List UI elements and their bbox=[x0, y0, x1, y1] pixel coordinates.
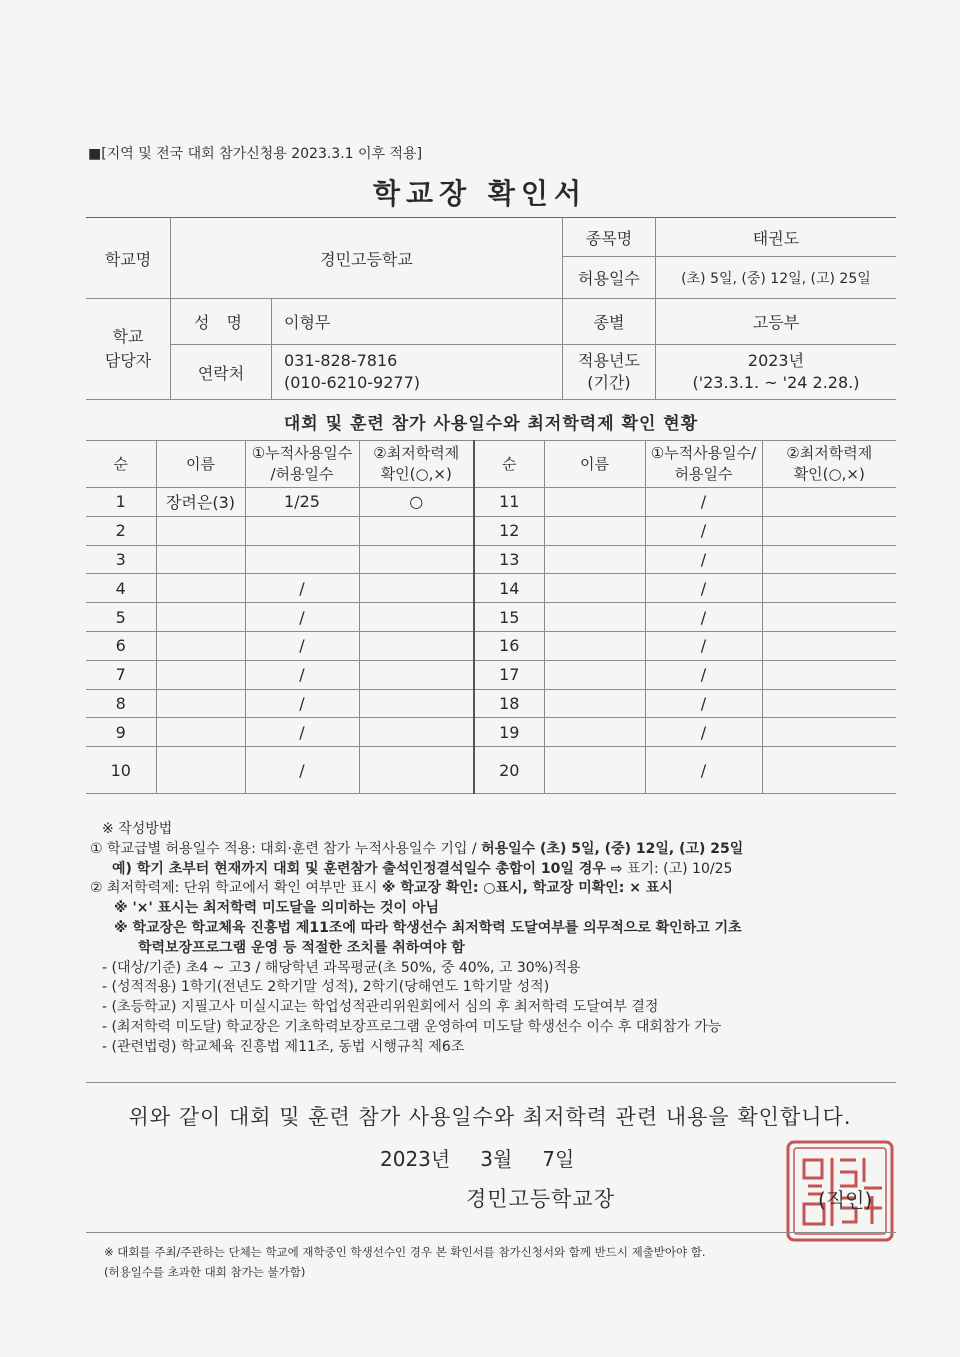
row-name bbox=[156, 747, 245, 794]
row-no-2: 11 bbox=[474, 488, 544, 517]
section-title: 대회 및 훈련 참가 사용일수와 최저학력제 확인 현황 bbox=[283, 414, 699, 434]
row-name-2 bbox=[544, 488, 645, 517]
allowed-days-value: (초) 5일, (중) 12일, (고) 25일 bbox=[655, 257, 896, 299]
table-row bbox=[86, 631, 896, 660]
division-value: 고등부 bbox=[655, 299, 896, 345]
row-no-2: 19 bbox=[474, 718, 544, 747]
row-days-2: / bbox=[645, 689, 762, 718]
applied-period-value: ('23.3.1. ~ '24 2.28.) bbox=[692, 373, 860, 392]
row-no: 8 bbox=[86, 689, 156, 718]
row-no-2: 14 bbox=[474, 574, 544, 603]
row-confirm bbox=[359, 689, 474, 718]
row-name bbox=[156, 718, 245, 747]
contact-value: 031-828-7816 (010-6210-9277) bbox=[272, 345, 563, 400]
row-no: 3 bbox=[86, 545, 156, 574]
table-row bbox=[86, 488, 896, 517]
instruction-line bbox=[90, 840, 890, 860]
row-name bbox=[156, 631, 245, 660]
footer-line-2: (허용일수를 초과한 대회 참가는 불가함) bbox=[104, 1265, 306, 1279]
instruction-text: ② 최저학력제: 단위 학교에서 확인 여부만 표시 bbox=[90, 880, 382, 897]
row-days-2: / bbox=[645, 516, 762, 545]
row-confirm bbox=[359, 747, 474, 794]
col-header-name-2: 이름 bbox=[544, 441, 645, 488]
col-header-name: 이름 bbox=[156, 441, 245, 488]
detail-line: - (최저학력 미도달) 학교장은 기초학력보장프로그램 운영하여 미도달 학생선수 이수 후 대회참가 가능 bbox=[102, 1018, 722, 1035]
col-header-no-2: 순 bbox=[474, 441, 544, 488]
table-row bbox=[86, 574, 896, 603]
footer-line-1: ※ 대회를 주최/주관하는 단체는 학교에 재학중인 학생선수인 경우 본 확인서를 참가신청서와 함께 반드시 제출받아야 함. bbox=[104, 1245, 706, 1259]
row-days-2: / bbox=[645, 718, 762, 747]
row-name: 장려은(3) bbox=[156, 488, 245, 517]
row-days-2: / bbox=[645, 631, 762, 660]
issue-date bbox=[380, 1143, 604, 1172]
footer-note bbox=[104, 1242, 706, 1282]
row-days-2: / bbox=[645, 660, 762, 689]
manager-name-value: 이형무 bbox=[272, 299, 563, 345]
instruction-line bbox=[90, 860, 890, 880]
row-name-2 bbox=[544, 603, 645, 632]
school-name-label: 학교명 bbox=[86, 218, 171, 299]
row-confirm-2 bbox=[762, 574, 896, 603]
row-no: 10 bbox=[86, 747, 156, 794]
row-confirm-2 bbox=[762, 545, 896, 574]
col-header-days-2: ①누적사용일수/ 허용일수 bbox=[645, 441, 762, 488]
row-days: / bbox=[245, 718, 359, 747]
row-name-2 bbox=[544, 689, 645, 718]
row-confirm bbox=[359, 516, 474, 545]
confirmation-statement: 위와 같이 대회 및 훈련 참가 사용일수와 최저학력 관련 내용을 확인합니다. bbox=[128, 1105, 852, 1129]
row-name bbox=[156, 545, 245, 574]
table-row bbox=[86, 689, 896, 718]
row-confirm bbox=[359, 603, 474, 632]
row-no-2: 12 bbox=[474, 516, 544, 545]
row-days: / bbox=[245, 689, 359, 718]
row-confirm bbox=[359, 574, 474, 603]
row-name bbox=[156, 516, 245, 545]
row-name-2 bbox=[544, 631, 645, 660]
table-row bbox=[86, 660, 896, 689]
table-header-row bbox=[86, 441, 896, 488]
row-confirm-2 bbox=[762, 603, 896, 632]
date-day: 7일 bbox=[542, 1147, 575, 1171]
instruction-text: ① 학교급별 허용일수 적용: 대회·훈련 참가 누적사용일수 기입 / bbox=[90, 840, 482, 857]
row-no: 6 bbox=[86, 631, 156, 660]
row-confirm: ○ bbox=[359, 488, 474, 517]
school-name-value: 경민고등학교 bbox=[171, 218, 563, 299]
row-confirm-2 bbox=[762, 488, 896, 517]
instruction-line: ※ 학교장은 학교체육 진흥법 제11조에 따라 학생선수 최저학력 도달여부를 의무적으로 확인하고 기초 bbox=[114, 919, 742, 936]
divider bbox=[86, 1082, 896, 1083]
applied-year-label: 적용년도 (기간) bbox=[562, 345, 655, 400]
row-confirm bbox=[359, 545, 474, 574]
instruction-bold: ※ 학교장 확인: ○표시, 학교장 미확인: × 표시 bbox=[381, 880, 673, 897]
seal-label: (직인) bbox=[818, 1188, 873, 1212]
applied-year-cell bbox=[655, 345, 896, 400]
row-confirm-2 bbox=[762, 747, 896, 794]
date-month: 3월 bbox=[480, 1147, 513, 1171]
col-header-confirm: ②최저학력제 확인(○,×) bbox=[359, 441, 474, 488]
manager-label: 학교 담당자 bbox=[86, 299, 171, 400]
principal-title: 경민고등학교장 bbox=[466, 1187, 616, 1211]
instruction-bold: 예) 학기 초부터 현재까지 대회 및 훈련참가 출석인정결석일수 총합이 10일 경우 ⇨ bbox=[112, 860, 623, 877]
divider bbox=[86, 1232, 896, 1233]
row-confirm-2 bbox=[762, 718, 896, 747]
school-info-table bbox=[86, 217, 896, 400]
table-row bbox=[86, 516, 896, 545]
row-days: / bbox=[245, 631, 359, 660]
col-header-no: 순 bbox=[86, 441, 156, 488]
row-days-2: / bbox=[645, 488, 762, 517]
detail-line: - (성적적용) 1학기(전년도 2학기말 성적), 2학기(당해연도 1학기말 성적) bbox=[102, 979, 550, 996]
form-usage-note: ■[지역 및 전국 대회 참가신청용 2023.3.1 이후 적용] bbox=[88, 146, 423, 162]
row-days-2: / bbox=[645, 603, 762, 632]
row-no-2: 18 bbox=[474, 689, 544, 718]
row-days: 1/25 bbox=[245, 488, 359, 517]
row-name-2 bbox=[544, 545, 645, 574]
manager-name-label: 성 명 bbox=[171, 299, 272, 345]
date-year: 2023년 bbox=[380, 1147, 451, 1171]
instruction-bold: 허용일수 (초) 5일, (중) 12일, (고) 25일 bbox=[481, 840, 744, 857]
row-no: 4 bbox=[86, 574, 156, 603]
row-days: / bbox=[245, 747, 359, 794]
col-header-confirm-2: ②최저학력제 확인(○,×) bbox=[762, 441, 896, 488]
row-days: / bbox=[245, 574, 359, 603]
row-days: / bbox=[245, 603, 359, 632]
col-header-days: ①누적사용일수 /허용일수 bbox=[245, 441, 359, 488]
row-no-2: 13 bbox=[474, 545, 544, 574]
table-row bbox=[86, 718, 896, 747]
instruction-line: ※ '×' 표시는 최저학력 미도달을 의미하는 것이 아님 bbox=[114, 900, 439, 917]
instructions bbox=[90, 820, 890, 1058]
row-confirm bbox=[359, 631, 474, 660]
sport-value: 태권도 bbox=[655, 218, 896, 257]
applied-year-value: 2023년 bbox=[747, 351, 805, 370]
row-no-2: 17 bbox=[474, 660, 544, 689]
sport-label: 종목명 bbox=[562, 218, 655, 257]
row-confirm-2 bbox=[762, 660, 896, 689]
row-no-2: 20 bbox=[474, 747, 544, 794]
row-no: 9 bbox=[86, 718, 156, 747]
row-days-2: / bbox=[645, 574, 762, 603]
row-no: 7 bbox=[86, 660, 156, 689]
row-days: / bbox=[245, 660, 359, 689]
row-name bbox=[156, 689, 245, 718]
contact-label: 연락처 bbox=[171, 345, 272, 400]
row-confirm bbox=[359, 660, 474, 689]
row-days-2: / bbox=[645, 747, 762, 794]
row-name bbox=[156, 574, 245, 603]
row-confirm-2 bbox=[762, 631, 896, 660]
instruction-text: 표기: (고) 10/25 bbox=[622, 860, 733, 877]
row-no: 1 bbox=[86, 488, 156, 517]
row-no: 2 bbox=[86, 516, 156, 545]
row-confirm bbox=[359, 718, 474, 747]
instruction-line: 학력보장프로그램 운영 등 적절한 조치를 취하여야 함 bbox=[138, 939, 465, 956]
row-name-2 bbox=[544, 574, 645, 603]
row-name bbox=[156, 603, 245, 632]
row-name bbox=[156, 660, 245, 689]
division-label: 종별 bbox=[562, 299, 655, 345]
row-no-2: 16 bbox=[474, 631, 544, 660]
instruction-line bbox=[90, 879, 890, 899]
table-row bbox=[86, 545, 896, 574]
page-title: 학교장 확인서 bbox=[372, 177, 588, 210]
row-name-2 bbox=[544, 516, 645, 545]
row-no-2: 15 bbox=[474, 603, 544, 632]
athlete-status-table bbox=[86, 440, 896, 794]
row-name-2 bbox=[544, 660, 645, 689]
instructions-heading: ※ 작성방법 bbox=[102, 821, 173, 837]
row-name-2 bbox=[544, 718, 645, 747]
table-row bbox=[86, 747, 896, 794]
detail-line: - (초등학교) 지필고사 미실시교는 학업성적관리위원회에서 심의 후 최저학력 도달여부 결정 bbox=[102, 999, 659, 1016]
row-days bbox=[245, 545, 359, 574]
allowed-days-label: 허용일수 bbox=[562, 257, 655, 299]
row-confirm-2 bbox=[762, 689, 896, 718]
row-name-2 bbox=[544, 747, 645, 794]
row-confirm-2 bbox=[762, 516, 896, 545]
detail-line: - (관련법령) 학교체육 진흥법 제11조, 동법 시행규칙 제6조 bbox=[102, 1038, 465, 1055]
table-row bbox=[86, 603, 896, 632]
row-days bbox=[245, 516, 359, 545]
row-no: 5 bbox=[86, 603, 156, 632]
row-days-2: / bbox=[645, 545, 762, 574]
detail-line: - (대상/기준) 초4 ~ 고3 / 해당학년 과목평균(초 50%, 중 40%, 고 30%)적용 bbox=[102, 959, 581, 976]
